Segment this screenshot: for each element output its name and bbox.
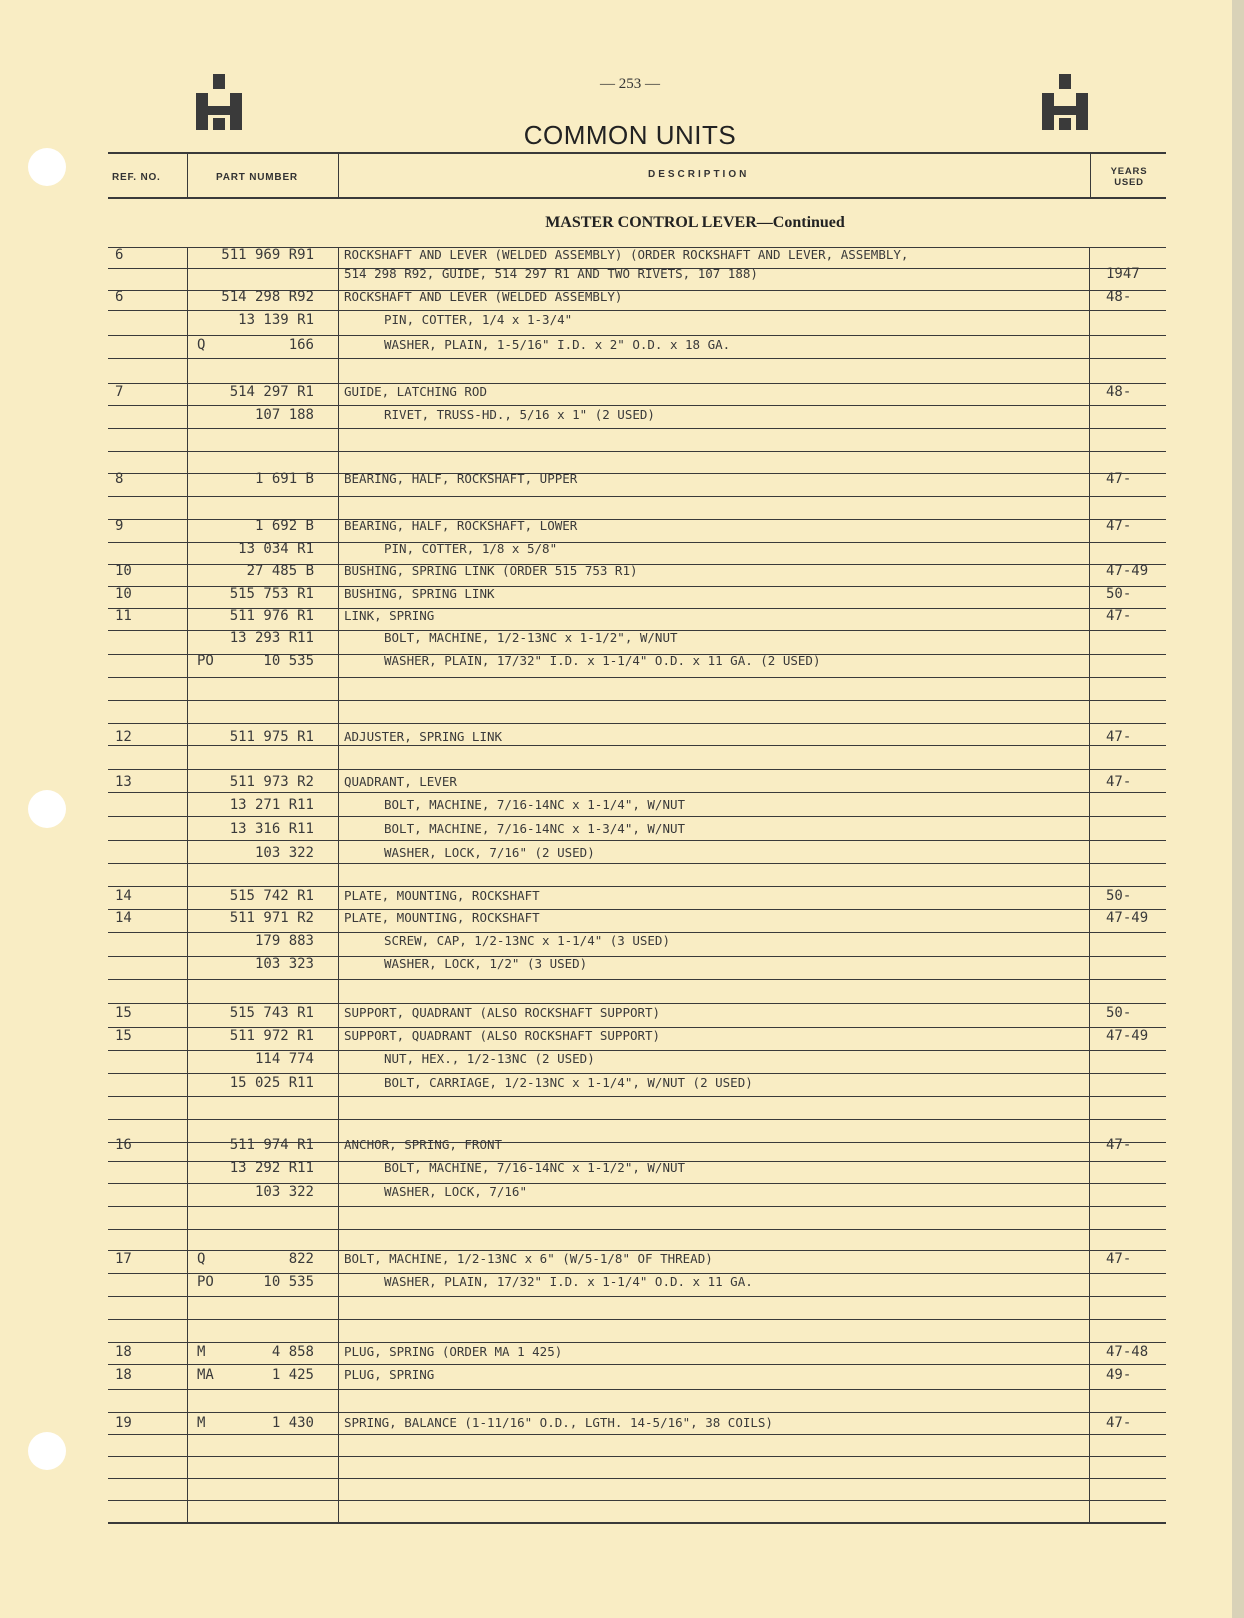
description-cell: ANCHOR, SPRING, FRONT bbox=[344, 1137, 503, 1152]
description-cell: SPRING, BALANCE (1-11/16" O.D., LGTH. 14-5/16", 38 COILS) bbox=[344, 1415, 773, 1430]
column-header-years: USED bbox=[1114, 177, 1144, 188]
table-rule bbox=[108, 1434, 1166, 1435]
ref-no-cell: 7 bbox=[115, 384, 124, 400]
header-divider bbox=[1090, 154, 1091, 197]
header-divider bbox=[338, 154, 339, 197]
table-rule bbox=[108, 310, 1166, 311]
binder-hole bbox=[28, 790, 66, 828]
table-rule bbox=[108, 1412, 1166, 1413]
table-rule bbox=[108, 335, 1166, 336]
binder-hole bbox=[28, 1432, 66, 1470]
part-number-cell: 15 025 R11 bbox=[229, 1075, 314, 1091]
ref-no-cell: 12 bbox=[115, 729, 132, 745]
description-cell: WASHER, LOCK, 7/16" bbox=[384, 1184, 527, 1199]
part-number-cell: 13 034 R1 bbox=[238, 541, 314, 557]
table-rule bbox=[108, 358, 1166, 359]
part-number-cell: 515 742 R1 bbox=[229, 888, 314, 904]
table-rule bbox=[108, 451, 1166, 452]
description-cell: BOLT, MACHINE, 7/16-14NC x 1-1/2", W/NUT bbox=[384, 1160, 686, 1175]
part-number-cell: 107 188 bbox=[254, 407, 314, 423]
part-prefix-cell: M bbox=[197, 1415, 206, 1431]
description-cell: BUSHING, SPRING LINK (ORDER 515 753 R1) bbox=[344, 563, 638, 578]
part-number-cell: 103 322 bbox=[254, 845, 314, 861]
ref-no-cell: 15 bbox=[115, 1005, 132, 1021]
description-cell: PLATE, MOUNTING, ROCKSHAFT bbox=[344, 910, 540, 925]
years-used-cell: 48- bbox=[1106, 384, 1132, 400]
years-used-cell: 48- bbox=[1106, 289, 1132, 305]
table-rule bbox=[108, 1500, 1166, 1501]
ref-no-cell: 19 bbox=[115, 1415, 132, 1431]
part-number-cell: 511 971 R2 bbox=[229, 910, 314, 926]
table-rule bbox=[108, 1119, 1166, 1120]
description-cell: WASHER, LOCK, 1/2" (3 USED) bbox=[384, 956, 588, 971]
description-cell: NUT, HEX., 1/2-13NC (2 USED) bbox=[384, 1051, 595, 1066]
part-prefix-cell: Q bbox=[197, 337, 206, 353]
table-rule bbox=[108, 677, 1166, 678]
ref-no-cell: 10 bbox=[115, 586, 132, 602]
column-header-ref: REF. NO. bbox=[112, 172, 161, 183]
description-cell: BOLT, MACHINE, 7/16-14NC x 1-3/4", W/NUT bbox=[384, 821, 686, 836]
binder-hole bbox=[28, 148, 66, 186]
part-number-cell: 13 139 R1 bbox=[238, 312, 314, 328]
column-header-part-number: PART NUMBER bbox=[216, 172, 298, 183]
part-prefix-cell: MA bbox=[197, 1367, 214, 1383]
part-number-cell: 511 974 R1 bbox=[229, 1137, 314, 1153]
table-rule bbox=[108, 723, 1166, 724]
description-cell: PIN, COTTER, 1/8 x 5/8" bbox=[384, 541, 558, 556]
section-title: MASTER CONTROL LEVER—Continued bbox=[545, 214, 845, 231]
description-cell: PLUG, SPRING bbox=[344, 1367, 435, 1382]
part-number-cell: 114 774 bbox=[254, 1051, 314, 1067]
years-used-cell: 47- bbox=[1106, 1251, 1132, 1267]
description-cell: PLUG, SPRING (ORDER MA 1 425) bbox=[344, 1344, 563, 1359]
part-number-cell: 1 691 B bbox=[254, 471, 314, 487]
page-title: COMMON UNITS bbox=[523, 120, 737, 150]
description-cell: BOLT, MACHINE, 7/16-14NC x 1-1/4", W/NUT bbox=[384, 797, 686, 812]
table-rule bbox=[108, 405, 1166, 406]
part-number-cell: 1 430 bbox=[271, 1415, 314, 1431]
table-rule bbox=[108, 1206, 1166, 1207]
years-used-cell: 1947 bbox=[1106, 266, 1140, 282]
years-used-cell: 50- bbox=[1106, 586, 1132, 602]
part-number-cell: 103 323 bbox=[254, 956, 314, 972]
part-number-cell: 27 485 B bbox=[246, 563, 314, 579]
part-number-cell: 10 535 bbox=[263, 653, 314, 669]
description-cell: 514 298 R92, GUIDE, 514 297 R1 AND TWO RIVETS, 107 188) bbox=[344, 266, 758, 281]
description-cell: GUIDE, LATCHING ROD bbox=[344, 384, 487, 399]
table-bottom-rule bbox=[108, 1522, 1166, 1524]
description-cell: RIVET, TRUSS-HD., 5/16 x 1" (2 USED) bbox=[384, 407, 655, 422]
description-cell: WASHER, PLAIN, 17/32" I.D. x 1-1/4" O.D. x 11 GA. (2 USED) bbox=[384, 653, 821, 668]
part-number-cell: 103 322 bbox=[254, 1184, 314, 1200]
part-number-cell: 13 292 R11 bbox=[229, 1160, 314, 1176]
ref-no-cell: 8 bbox=[115, 471, 124, 487]
table-rule bbox=[108, 886, 1166, 887]
table-rule bbox=[108, 1073, 1166, 1074]
table-rule bbox=[108, 428, 1166, 429]
years-used-cell: 47- bbox=[1106, 518, 1132, 534]
page-edge bbox=[1232, 0, 1244, 1618]
table-rule bbox=[108, 700, 1166, 701]
ref-no-cell: 18 bbox=[115, 1367, 132, 1383]
part-number-cell: 10 535 bbox=[263, 1274, 314, 1290]
table-rule bbox=[108, 840, 1166, 841]
ref-no-cell: 10 bbox=[115, 563, 132, 579]
ref-no-cell: 18 bbox=[115, 1344, 132, 1360]
table-rule bbox=[108, 1096, 1166, 1097]
description-cell: QUADRANT, LEVER bbox=[344, 774, 457, 789]
part-number-cell: 13 293 R11 bbox=[229, 630, 314, 646]
table-rule bbox=[108, 816, 1166, 817]
ref-no-cell: 6 bbox=[115, 289, 124, 305]
years-used-cell: 47- bbox=[1106, 471, 1132, 487]
description-cell: LINK, SPRING bbox=[344, 608, 435, 623]
part-number-cell: 166 bbox=[288, 337, 314, 353]
ref-no-cell: 17 bbox=[115, 1251, 132, 1267]
part-number-cell: 511 969 R91 bbox=[221, 247, 314, 263]
description-cell: BEARING, HALF, ROCKSHAFT, UPPER bbox=[344, 471, 578, 486]
years-used-cell: 47-48 bbox=[1106, 1344, 1149, 1360]
description-cell: SUPPORT, QUADRANT (ALSO ROCKSHAFT SUPPORT) bbox=[344, 1005, 661, 1020]
years-used-cell: 47-49 bbox=[1106, 910, 1149, 926]
table-rule bbox=[108, 1389, 1166, 1390]
table-rule bbox=[108, 979, 1166, 980]
table-rule bbox=[108, 792, 1166, 793]
table-rule bbox=[108, 496, 1166, 497]
part-number-cell: 515 753 R1 bbox=[229, 586, 314, 602]
ref-no-cell: 14 bbox=[115, 910, 132, 926]
table-rule bbox=[108, 863, 1166, 864]
years-used-cell: 47- bbox=[1106, 729, 1132, 745]
ih-logo-icon bbox=[196, 74, 242, 130]
ref-no-cell: 16 bbox=[115, 1137, 132, 1153]
page-number: — 253 — bbox=[600, 76, 660, 92]
description-cell: SCREW, CAP, 1/2-13NC x 1-1/4" (3 USED) bbox=[384, 933, 670, 948]
ref-no-cell: 11 bbox=[115, 608, 132, 624]
part-prefix-cell: PO bbox=[197, 1274, 214, 1290]
description-cell: BEARING, HALF, ROCKSHAFT, LOWER bbox=[344, 518, 578, 533]
description-cell: ADJUSTER, SPRING LINK bbox=[344, 729, 503, 744]
years-used-cell: 47-49 bbox=[1106, 563, 1149, 579]
header-top-rule bbox=[108, 152, 1166, 154]
part-prefix-cell: M bbox=[197, 1344, 206, 1360]
table-rule bbox=[108, 1364, 1166, 1365]
table-rule bbox=[108, 745, 1166, 746]
header-bottom-rule bbox=[108, 197, 1166, 199]
years-used-cell: 47- bbox=[1106, 1137, 1132, 1153]
years-used-cell: 49- bbox=[1106, 1367, 1132, 1383]
ref-no-cell: 15 bbox=[115, 1028, 132, 1044]
part-number-cell: 514 297 R1 bbox=[229, 384, 314, 400]
table-rule bbox=[108, 1003, 1166, 1004]
ref-no-cell: 13 bbox=[115, 774, 132, 790]
part-number-cell: 511 973 R2 bbox=[229, 774, 314, 790]
years-used-cell: 47- bbox=[1106, 608, 1132, 624]
years-used-cell: 47-49 bbox=[1106, 1028, 1149, 1044]
description-cell: BOLT, MACHINE, 1/2-13NC x 1-1/2", W/NUT bbox=[384, 630, 678, 645]
part-number-cell: 511 972 R1 bbox=[229, 1028, 314, 1044]
years-used-cell: 50- bbox=[1106, 888, 1132, 904]
table-rule bbox=[108, 1296, 1166, 1297]
part-number-cell: 514 298 R92 bbox=[221, 289, 314, 305]
ref-no-cell: 14 bbox=[115, 888, 132, 904]
ref-no-cell: 9 bbox=[115, 518, 124, 534]
description-cell: PIN, COTTER, 1/4 x 1-3/4" bbox=[384, 312, 573, 327]
years-used-cell: 47- bbox=[1106, 774, 1132, 790]
description-cell: BOLT, MACHINE, 1/2-13NC x 6" (W/5-1/8" OF THREAD) bbox=[344, 1251, 713, 1266]
years-used-cell: 47- bbox=[1106, 1415, 1132, 1431]
table-rule bbox=[108, 1456, 1166, 1457]
description-cell: WASHER, LOCK, 7/16" (2 USED) bbox=[384, 845, 595, 860]
part-number-cell: 822 bbox=[288, 1251, 314, 1267]
part-number-cell: 515 743 R1 bbox=[229, 1005, 314, 1021]
part-number-cell: 179 883 bbox=[254, 933, 314, 949]
description-cell: WASHER, PLAIN, 1-5/16" I.D. x 2" O.D. x 18 GA. bbox=[384, 337, 731, 352]
description-cell: WASHER, PLAIN, 17/32" I.D. x 1-1/4" O.D. x 11 GA. bbox=[384, 1274, 753, 1289]
table-rule bbox=[108, 1319, 1166, 1320]
description-cell: BUSHING, SPRING LINK bbox=[344, 586, 495, 601]
column-header-description: DESCRIPTION bbox=[648, 169, 750, 180]
table-rule bbox=[108, 1478, 1166, 1479]
table-rule bbox=[108, 1342, 1166, 1343]
description-cell: ROCKSHAFT AND LEVER (WELDED ASSEMBLY) (ORDER ROCKSHAFT AND LEVER, ASSEMBLY, bbox=[344, 247, 909, 262]
part-prefix-cell: PO bbox=[197, 653, 214, 669]
description-cell: ROCKSHAFT AND LEVER (WELDED ASSEMBLY) bbox=[344, 289, 623, 304]
description-cell: SUPPORT, QUADRANT (ALSO ROCKSHAFT SUPPORT) bbox=[344, 1028, 661, 1043]
part-number-cell: 1 692 B bbox=[254, 518, 314, 534]
part-number-cell: 1 425 bbox=[271, 1367, 314, 1383]
part-number-cell: 13 316 R11 bbox=[229, 821, 314, 837]
description-cell: BOLT, CARRIAGE, 1/2-13NC x 1-1/4", W/NUT (2 USED) bbox=[384, 1075, 753, 1090]
part-number-cell: 13 271 R11 bbox=[229, 797, 314, 813]
part-number-cell: 4 858 bbox=[271, 1344, 314, 1360]
table-rule bbox=[108, 1229, 1166, 1230]
part-prefix-cell: Q bbox=[197, 1251, 206, 1267]
description-cell: PLATE, MOUNTING, ROCKSHAFT bbox=[344, 888, 540, 903]
header-divider bbox=[187, 154, 188, 197]
part-number-cell: 511 976 R1 bbox=[229, 608, 314, 624]
part-number-cell: 511 975 R1 bbox=[229, 729, 314, 745]
column-header-years: YEARS bbox=[1110, 166, 1148, 177]
years-used-cell: 50- bbox=[1106, 1005, 1132, 1021]
table-rule bbox=[108, 769, 1166, 770]
ref-no-cell: 6 bbox=[115, 247, 124, 263]
ih-logo-icon bbox=[1042, 74, 1088, 130]
